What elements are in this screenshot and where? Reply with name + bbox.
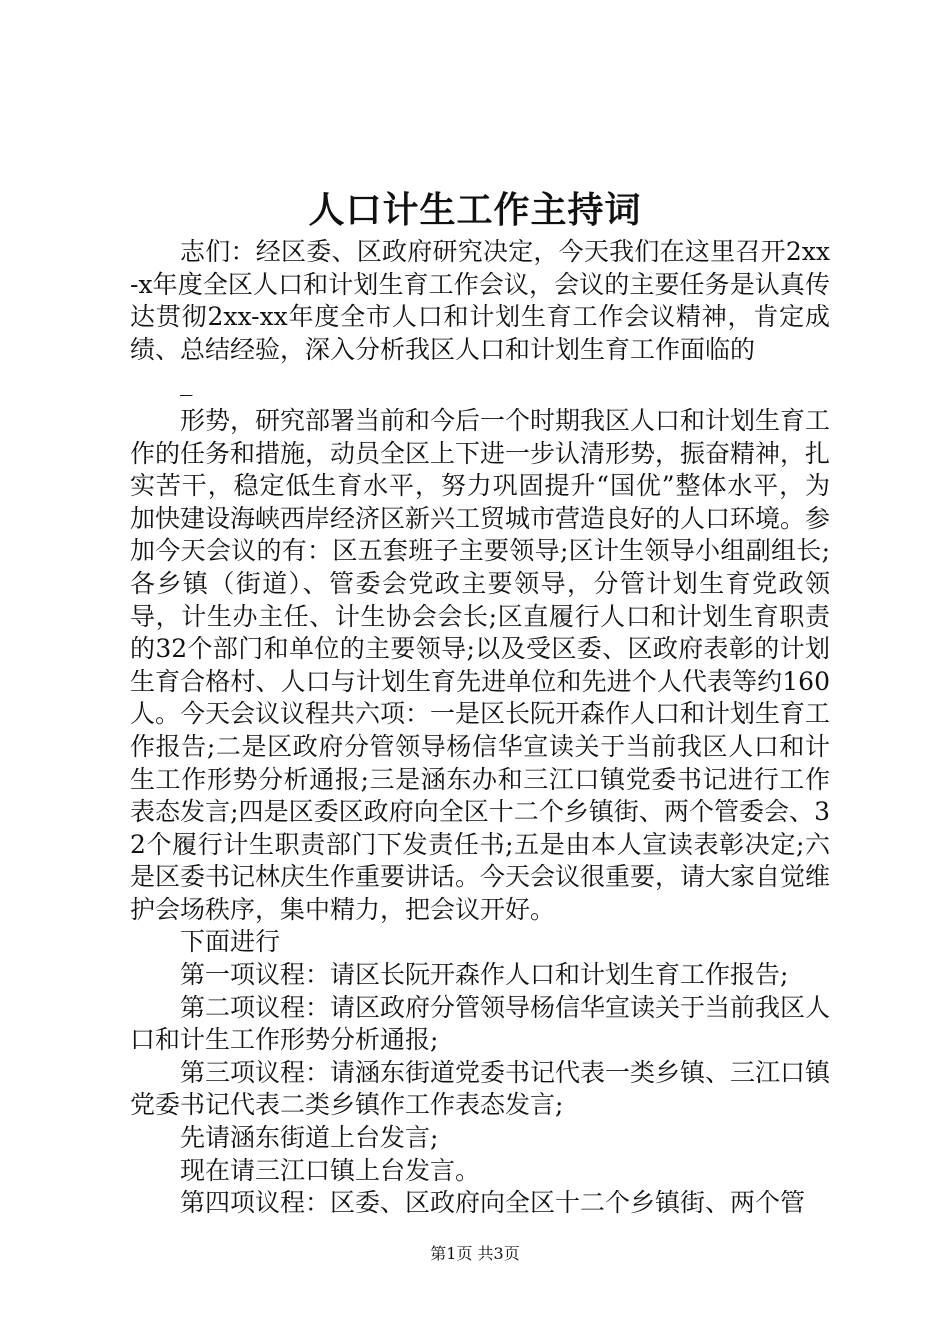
dash-mark: _ — [180, 367, 193, 397]
speaker-second: 现在请三江口镇上台发言。 — [180, 1155, 481, 1185]
agenda-item-3: 第三项议程：请涵东街道党委书记代表一类乡镇、三江口镇党委书记代表二类乡镇作工作表态发言; — [130, 1057, 831, 1120]
paragraph-next: 下面进行 — [180, 927, 281, 957]
page-footer: 第1页 共3页 — [430, 1244, 520, 1263]
paragraph-main: 形势，研究部署当前和今后一个时期我区人口和计划生育工作的任务和措施，动员全区上下进一步认清形势，振奋精神，扎实苦干，稳定低生育水平，努力巩固提升“国优”整体水平，为加快建设海峡西岸经济区新兴工贸城市营造良好的人口环境。参加今天会议的有：区五套班子主要领导;区计生领导小组副组长;各乡镇（街道）、管委会党政主要领导，分管计划生育党政领导，计生办主任、计生协会会长;区直履行人口和计划生育职责的32个部门和单位的主要领导;以及受区委、区政府表彰的计划生育合格村、人口与计划生育先进单位和先进个人代表等约160人。今天会议议程共六项：一是区长阮开森作人口和计划生育工作报告;二是区政府分管领导杨信华宣读关于当前我区人口和计生工作形势分析通报;三是涵东办和三江口镇党委书记进行工作表态发言;四是区委区政府向全区十二个乡镇街、两个管委会、32个履行计生职责部门下发责任书;五是由本人宣读表彰决定;六是区委书记林庆生作重要讲话。今天会议很重要，请大家自觉维护会场秩序，集中精力，把会议开好。 — [130, 405, 831, 924]
agenda-item-4: 第四项议程：区委、区政府向全区十二个乡镇街、两个管 — [180, 1188, 806, 1218]
document-body — [130, 236, 830, 1220]
document-title: 人口计生工作主持词 — [308, 189, 642, 231]
paragraph-opening: 志们：经区委、区政府研究决定，今天我们在这里召开2xx-x年度全区人口和计划生育工作会议，会议的主要任务是认真传达贯彻2xx-xx年度全市人口和计划生育工作会议精神，肯定成绩、总结经验，深入分析我区人口和计划生育工作面临的 — [130, 237, 830, 364]
agenda-item-2: 第二项议程：请区政府分管领导杨信华宣读关于当前我区人口和计生工作形势分析通报; — [130, 992, 831, 1055]
agenda-item-1: 第一项议程：请区长阮开森作人口和计划生育工作报告; — [180, 960, 789, 990]
speaker-first: 先请涵东街道上台发言; — [180, 1123, 439, 1153]
